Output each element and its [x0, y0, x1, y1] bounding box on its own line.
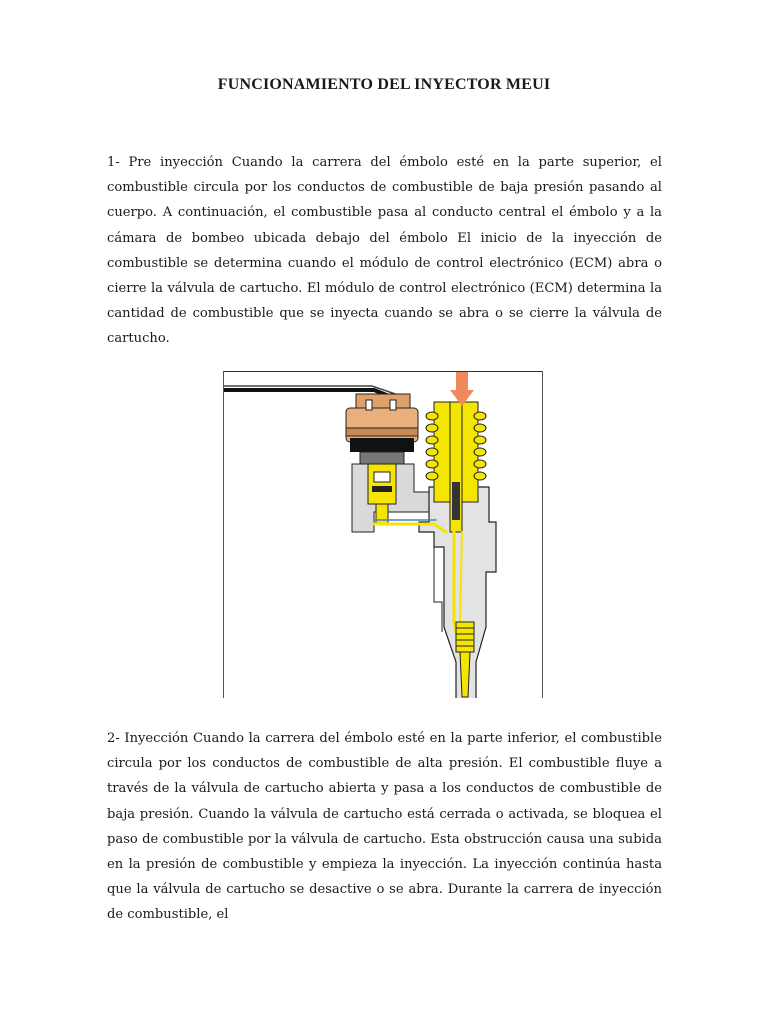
injector-diagram — [223, 371, 543, 698]
solenoid-valve — [346, 394, 418, 464]
down-arrow-icon — [450, 372, 474, 406]
document-title: FUNCIONAMIENTO DEL INYECTOR MEUI — [217, 76, 551, 93]
paragraph-injection: 2- Inyección Cuando la carrera del émbolo esté en la parte inferior, el combustible circula por los conductos de combustible de alta presión. El combustible fluye a través de la válvula de cartucho abierta y pasa a los conductos de combustible de baja presión. Cuando la válvula de cartucho está cerrada o activada, se bloquea el paso de combustible por la válvula de cartucho. Esta obstrucción causa una subida en la presión de combustible y empieza la inyección. La inyección continúa hasta que la válvula de cartucho se desactive o se abra. Durante la carrera de inyección de combustible, el — [107, 731, 662, 923]
paragraph-pre-injection: 1- Pre inyección Cuando la carrera del émbolo esté en la parte superior, el combustible circula por los conductos de combustible de baja presión pasando al cuerpo. A continuación, el combustible pasa al conducto central el émbolo y a la cámara de bombeo ubicada debajo del émbolo El inicio de la inyección de combustible se determina cuando el módulo de control electrónico (ECM) abra o cierre la válvula de cartucho. El módulo de control electrónico (ECM) determina la cantidad de combustible que se inyecta cuando se abra o se cierre la válvula de cartucho. — [107, 155, 662, 347]
